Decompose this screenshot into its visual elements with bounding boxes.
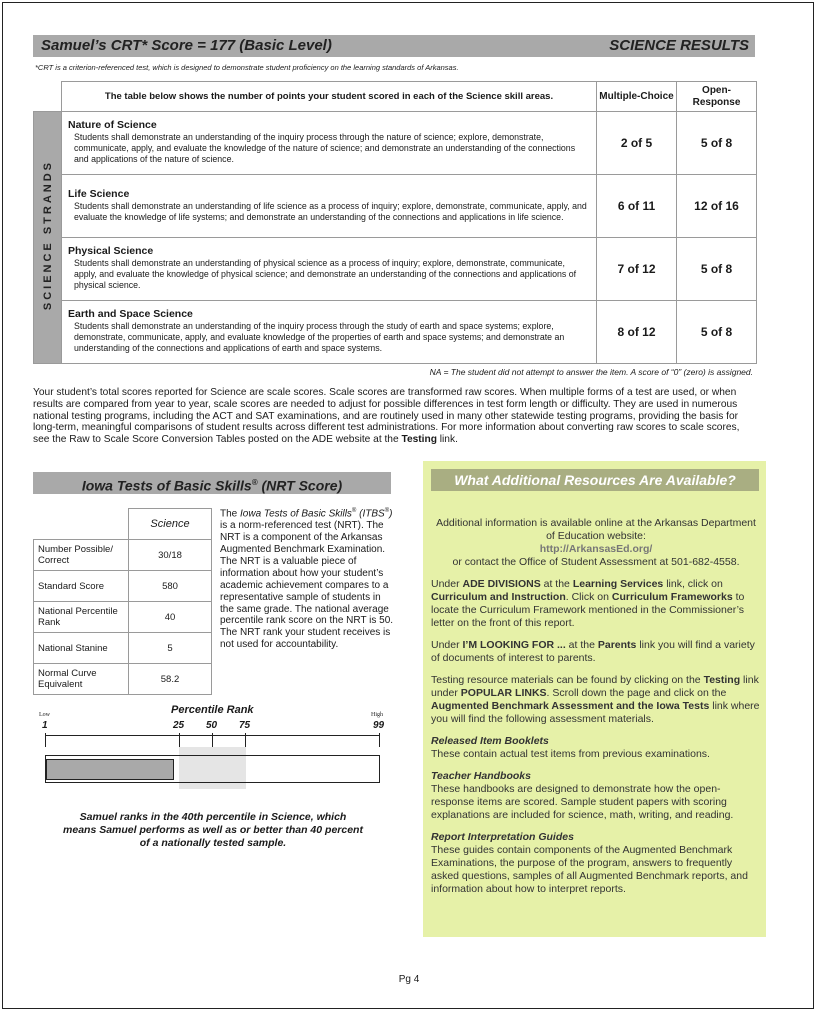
tick-mark [45,733,46,747]
strand-description: Students shall demonstrate an understanding of physical science as a process of inquiry; explore, demonstrate, communicate, apply, and evaluate the knowledge of physical science; and demonstrate an understanding of the connections and applications of physical science. [74,258,577,290]
strand-cell [62,238,597,301]
released-item-booklets-text: These contain actual test items from previous examinations. [431,748,710,760]
table-row [34,571,212,602]
percentile-bar-fill [46,759,174,780]
tick-mark [179,733,180,747]
nrt-row-value: 40 [129,602,212,633]
nrt-row-value: 30/18 [129,540,212,571]
table-row [34,238,757,301]
strand-name: Nature of Science [68,119,157,131]
nrt-row-value: 58.2 [129,664,212,695]
resources-divisions: Under ADE DIVISIONS at the Learning Services link, click on Curriculum and Instruction. Click on Curriculum Frameworks to locate the Curriculum Framework mentioned in the Commissioner’s letter on the front of this report. [431,578,745,629]
nrt-column-header: Science [129,509,212,540]
multiple-choice-score: 8 of 12 [597,301,677,364]
strand-name: Earth and Space Science [68,308,193,320]
ade-website-link[interactable]: http://ArkansasEd.org/ [539,543,653,555]
percentile-caption: Samuel ranks in the 40th percentile in Science, which means Samuel performs as well as or better than 40 percent of a nationally tested sample. [63,811,363,849]
strand-cell [62,175,597,238]
strand-description: Students shall demonstrate an understanding of life science as a process of inquiry; explore, demonstrate, communicate, apply, and evaluate the knowledge of life systems; and demonstrate an understanding of the connections and applications in life science. [74,200,587,222]
scale-score-paragraph: Your student’s total scores reported for Science are scale scores. Scale scores are transformed raw scores. When multiple forms of a test are used, or when results are compared from year to year, scale scores are needed to adjust for possible differences in test form length or difficulty. They are used in numerous national testing programs, including the ACT and SAT examinations, and are routinely used in many other statewide testing programs, providing the basis for long-term, meaningful comparisons of student results across different test administrations. For more information about converting raw scores to scale scores, see the Raw to Scale Score Conversion Tables posted on the ADE website at the Testing link. [33,387,740,446]
tick-mark [245,733,246,747]
resources-contact: Additional information is available online at the Arkansas Department of Education website: http://ArkansasEd.org/ or contact the Office of Student Assessment at 501-682-4558. [436,517,756,568]
tick-label-1: 1 [42,720,48,731]
nrt-row-label: National Stanine [34,633,129,664]
na-note: NA = The student did not attempt to answer the item. A score of “0” (zero) is assigned. [429,367,753,377]
resources-box [423,461,766,937]
strand-cell [62,301,597,364]
strand-name: Life Science [68,187,130,200]
released-item-booklets-heading: Released Item Booklets [431,735,549,747]
strand-cell [62,112,597,175]
report-page [2,2,814,1009]
crt-score-bar [33,35,755,57]
multiple-choice-score: 6 of 11 [597,175,677,238]
tick-mark [212,733,213,747]
table-row [34,633,212,664]
tick-label-25: 25 [173,720,185,731]
nrt-score-table [33,508,212,695]
nrt-row-value: 5 [129,633,212,664]
nrt-description: The Iowa Tests of Basic Skills® (ITBS®) is a norm-referenced test (NRT). The NRT is a component of the Arkansas Augmented Benchmark Examination. The NRT is a valuable piece of information about how your student’s academic achievement compares to a representative sample of students in the same grade. The national average percentile rank score on the NRT is 50. The NRT rank your student receives is not used for accountability. [220,508,394,651]
page-number: Pg 4 [398,974,420,985]
strand-description: Students shall demonstrate an understanding of the inquiry process through the nature of science; explore, demonstrate, communicate, apply, and evaluate the knowledge of the nature of science; and demonstrate an understanding of the connections and applications of the nature of science. [74,132,576,164]
testing-link[interactable]: Testing [401,434,437,446]
tick-label-99: 99 [373,720,385,731]
tick-label-50: 50 [206,720,218,731]
iowa-title-bar: Iowa Tests of Basic Skills® (NRT Score) [33,472,391,494]
report-guides-heading: Report Interpretation Guides [431,831,574,843]
resources-testing: Testing resource materials can be found by clicking on the Testing link under POPULAR LINKS. Scroll down the page and click on the Augmented Benchmark Assessment and the Iowa Tests link where you will find the following assessment materials. [431,674,760,725]
open-response-score: 12 of 16 [677,175,757,238]
teacher-handbooks-heading: Teacher Handbooks [431,770,531,782]
low-label: Low [39,712,50,718]
science-results-label: SCIENCE RESULTS [609,37,749,54]
resources-body [431,517,761,905]
table-row [34,664,212,695]
table-row [34,301,757,364]
nrt-row-label: Normal Curve Equivalent [34,664,129,695]
nrt-row-value: 580 [129,571,212,602]
open-response-score: 5 of 8 [677,112,757,175]
strand-description: Students shall demonstrate an understanding of the inquiry process through the study of earth and space systems; explore, demonstrate, communicate, apply, and evaluate knowledge of the properties of earth and space systems; and demonstrate an understanding of the connections and applications of earth and space systems. [74,321,565,353]
teacher-handbooks-text: These handbooks are designed to demonstrate how the open-response items are scored. Sample student papers with scoring explanations are included for science, math, writing, and reading. [431,783,734,821]
nrt-row-label: National Percentile Rank [34,602,129,633]
table-header-description: The table below shows the number of points your student scored in each of the Science skill areas. [62,82,597,112]
tick-label-75: 75 [239,720,251,731]
resources-parents: Under I’M LOOKING FOR ... at the Parents link you will find a variety of documents of interest to parents. [431,639,755,664]
science-strands-side-label: SCIENCE STRANDS [34,112,62,364]
tick-mark [379,733,380,747]
crt-score-title: Samuel’s CRT* Score = 177 (Basic Level) [41,37,332,54]
table-row [34,112,757,175]
report-guides-text: These guides contain components of the Augmented Benchmark Examinations, the purpose of the program, answers to frequently asked questions, samples of all Augmented Benchmark reports, and information about how to interpret reports. [431,844,748,895]
multiple-choice-score: 2 of 5 [597,112,677,175]
strand-name: Physical Science [68,245,154,257]
table-row [34,175,757,238]
high-label: High [371,712,383,718]
open-response-score: 5 of 8 [677,301,757,364]
science-strands-table [33,81,757,364]
multiple-choice-score: 7 of 12 [597,238,677,301]
table-corner [34,82,62,112]
header-multiple-choice: Multiple-Choice [597,82,677,112]
table-row [34,540,212,571]
crt-footnote: *CRT is a criterion-referenced test, which is designed to demonstrate student proficiency on the learning standards of Arkansas. [35,63,459,72]
nrt-row-label: Standard Score [34,571,129,602]
nrt-row-label: Number Possible/ Correct [34,540,129,571]
resources-title: What Additional Resources Are Available? [431,469,759,491]
table-row [34,602,212,633]
open-response-score: 5 of 8 [677,238,757,301]
header-open-response: Open-Response [677,82,757,112]
percentile-rank-title: Percentile Rank [171,704,254,716]
